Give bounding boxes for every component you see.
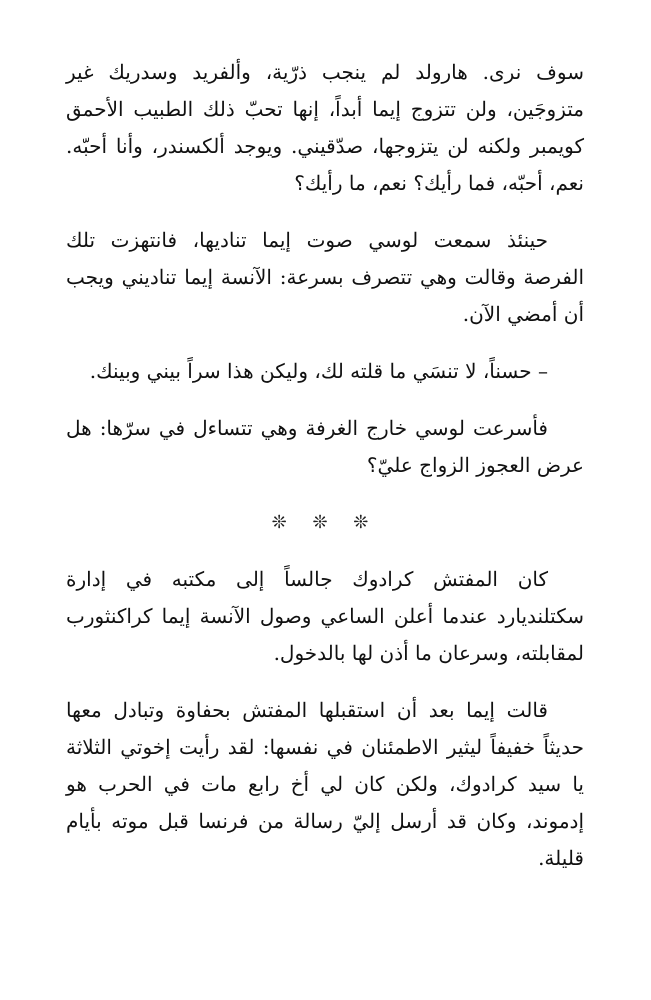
paragraph-4: فأسرعت لوسي خارج الغرفة وهي تتساءل في سرّها: هل عرض العجوز الزواج عليّ؟ (66, 416, 584, 477)
section-separator: ❊ ❊ ❊ (271, 512, 379, 533)
paragraph-3-dialogue: – حسناً، لا تنسَي ما قلته لك، وليكن هذا سراً بيني وبينك. (89, 359, 548, 383)
book-page (66, 54, 584, 897)
paragraph-1: سوف نرى. هارولد لم ينجب ذرّية، وألفريد وسدريك غير متزوجَين، ولن تتزوج إيما أبداً، إنها تحبّ ذلك الطبيب الأحمق كويمبر ولكنه لن يتزوجها، صدّقيني. ويوجد ألكسندر، وأنا أحبّه. نعم، أحبّه، فما رأيك؟ نعم، ما رأيك؟ (66, 60, 584, 195)
paragraph-5: كان المفتش كرادوك جالساً إلى مكتبه في إدارة سكتلنديارد عندما أعلن الساعي وصول الآنسة إيما كراكنثورب لمقابلته، وسرعان ما أذن لها بالدخول. (66, 567, 584, 665)
paragraph-2: حينئذ سمعت لوسي صوت إيما تناديها، فانتهزت تلك الفرصة وقالت وهي تتصرف بسرعة: الآنسة إيما تناديني ويجب أن أمضي الآن. (66, 228, 584, 326)
paragraph-6: قالت إيما بعد أن استقبلها المفتش بحفاوة وتبادل معها حديثاً خفيفاً ليثير الاطمئنان في نفسها: لقد رأيت إخوتي الثلاثة يا سيد كرادوك، ولكن كان لي أخ رابع مات في الحرب هو إدموند، وكان قد أرسل إليّ رسالة من فرنسا قبل موته بأيام قليلة. (66, 698, 584, 870)
